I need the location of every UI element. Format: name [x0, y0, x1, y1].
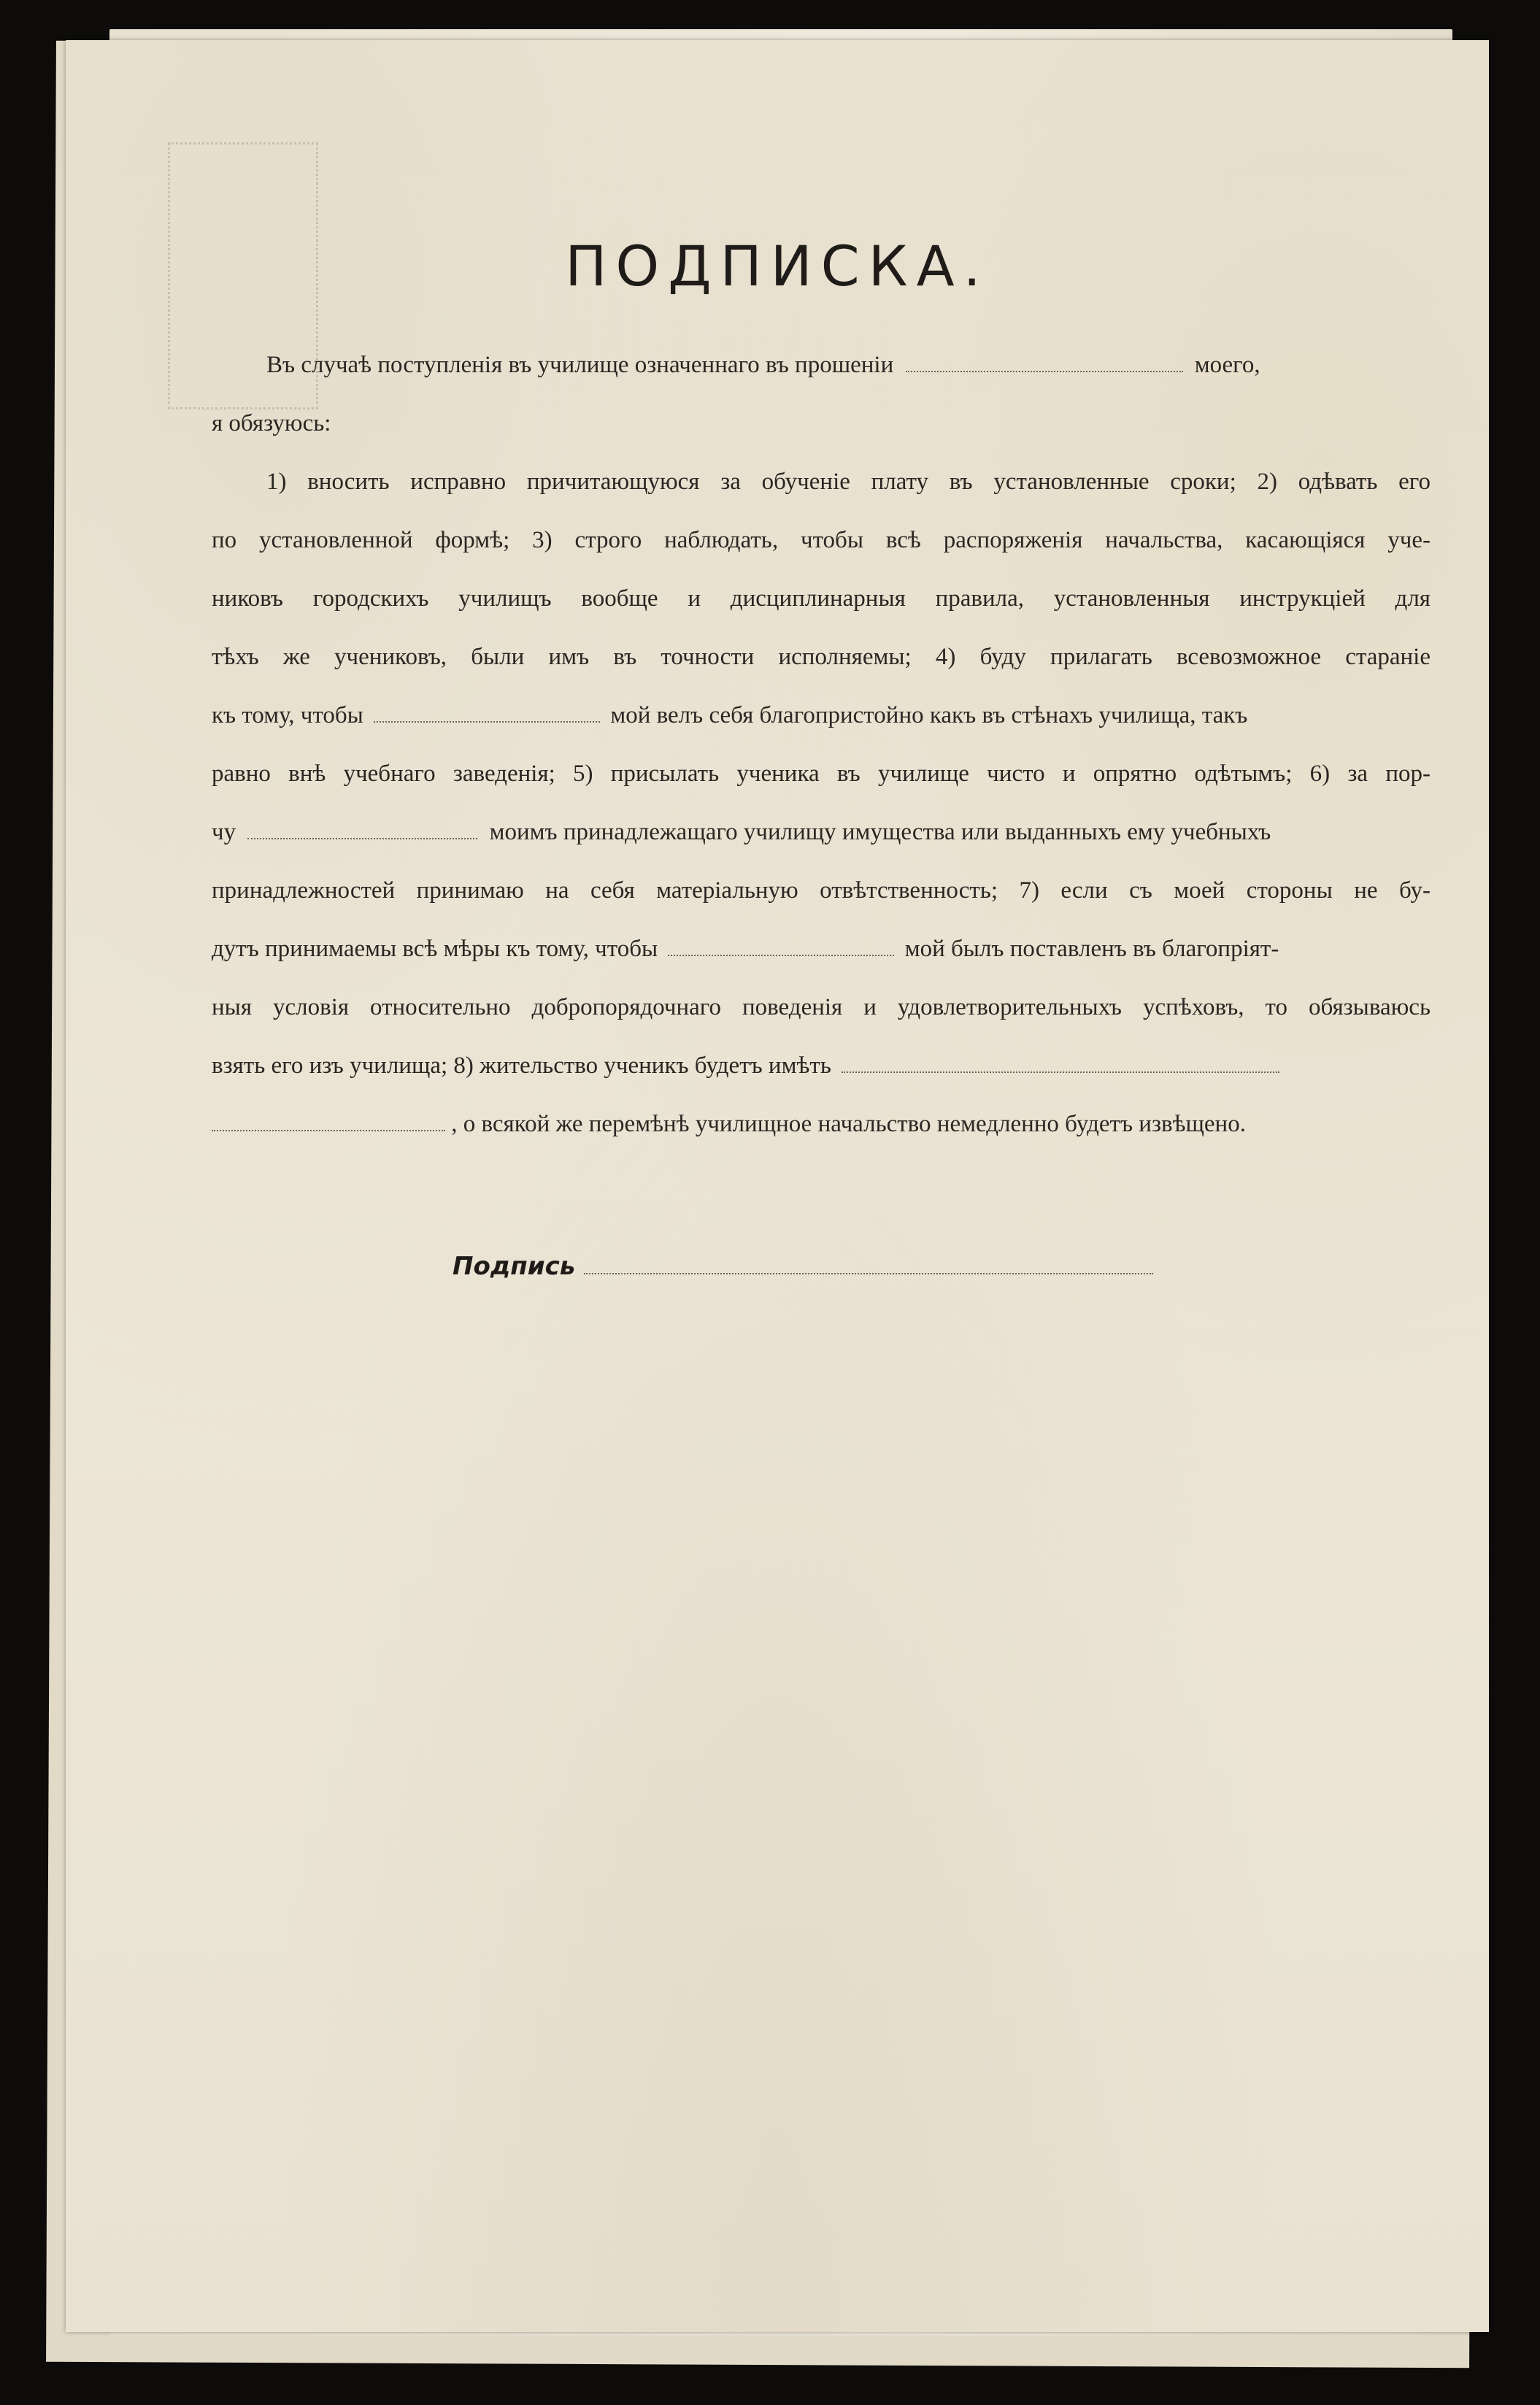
line-text: Въ случаѣ поступленія въ училище означеннаго въ прошеніи [266, 352, 894, 378]
document-page [66, 40, 1489, 2332]
line-text: моимъ принадлежащаго училищу имущества или выданныхъ ему учебныхъ [489, 819, 1271, 845]
blank-field [906, 352, 1183, 372]
line-text: чу [212, 819, 236, 845]
signature-field [584, 1254, 1153, 1274]
blank-field [842, 1053, 1279, 1073]
line-text: мой велъ себя благопристойно какъ въ стѣнахъ училища, такъ [610, 702, 1248, 728]
text-line-4: по установленной формѣ; 3) строго наблюдать, чтобы всѣ распоряженія начальства, касающіяся уче- [212, 527, 1431, 553]
text-line-5: никовъ городскихъ училищъ вообще и дисциплинарныя правила, установленныя инструкціей для [212, 585, 1431, 612]
blank-field [247, 819, 477, 839]
blank-field [668, 936, 894, 956]
signature-row [453, 1252, 1153, 1281]
text-line-2: я обязуюсь: [212, 410, 331, 436]
text-line-11 [212, 934, 1431, 963]
text-line-10: принадлежностей принимаю на себя матеріальную отвѣтственность; 7) если съ моей стороны не бу- [212, 877, 1431, 904]
blank-field [212, 1111, 445, 1131]
text-line-13 [212, 1051, 1431, 1080]
signature-label: Подпись [453, 1252, 576, 1281]
line-text: дутъ принимаемы всѣ мѣры къ тому, чтобы [212, 936, 658, 962]
text-line-1 [266, 350, 1431, 380]
text-line-7 [212, 701, 1431, 730]
line-text: моего, [1194, 352, 1260, 378]
blank-field [374, 702, 600, 723]
line-text: взять его изъ училища; 8) жительство ученикъ будетъ имѣть [212, 1053, 831, 1079]
text-line-6: тѣхъ же учениковъ, были имъ въ точности исполняемы; 4) буду прилагать всевозможное стараніе [212, 644, 1431, 670]
line-text: , о всякой же перемѣнѣ училищное начальство немедленно будетъ извѣщено. [451, 1111, 1246, 1137]
text-line-14 [212, 1109, 1431, 1139]
line-text: къ тому, чтобы [212, 702, 363, 728]
text-line-8: равно внѣ учебнаго заведенія; 5) присылать ученика въ училище чисто и опрятно одѣтымъ; 6) за пор- [212, 761, 1431, 787]
document-title: ПОДПИСКА. [565, 234, 990, 299]
line-text: мой былъ поставленъ въ благопріят- [904, 936, 1279, 962]
text-line-12: ныя условія относительно добропорядочнаго поведенія и удовлетворительныхъ успѣховъ, то обязываюсь [212, 994, 1431, 1020]
text-line-9 [212, 817, 1431, 847]
text-line-3: 1) вносить исправно причитающуюся за обученіе плату въ установленные сроки; 2) одѣвать его [266, 469, 1431, 495]
